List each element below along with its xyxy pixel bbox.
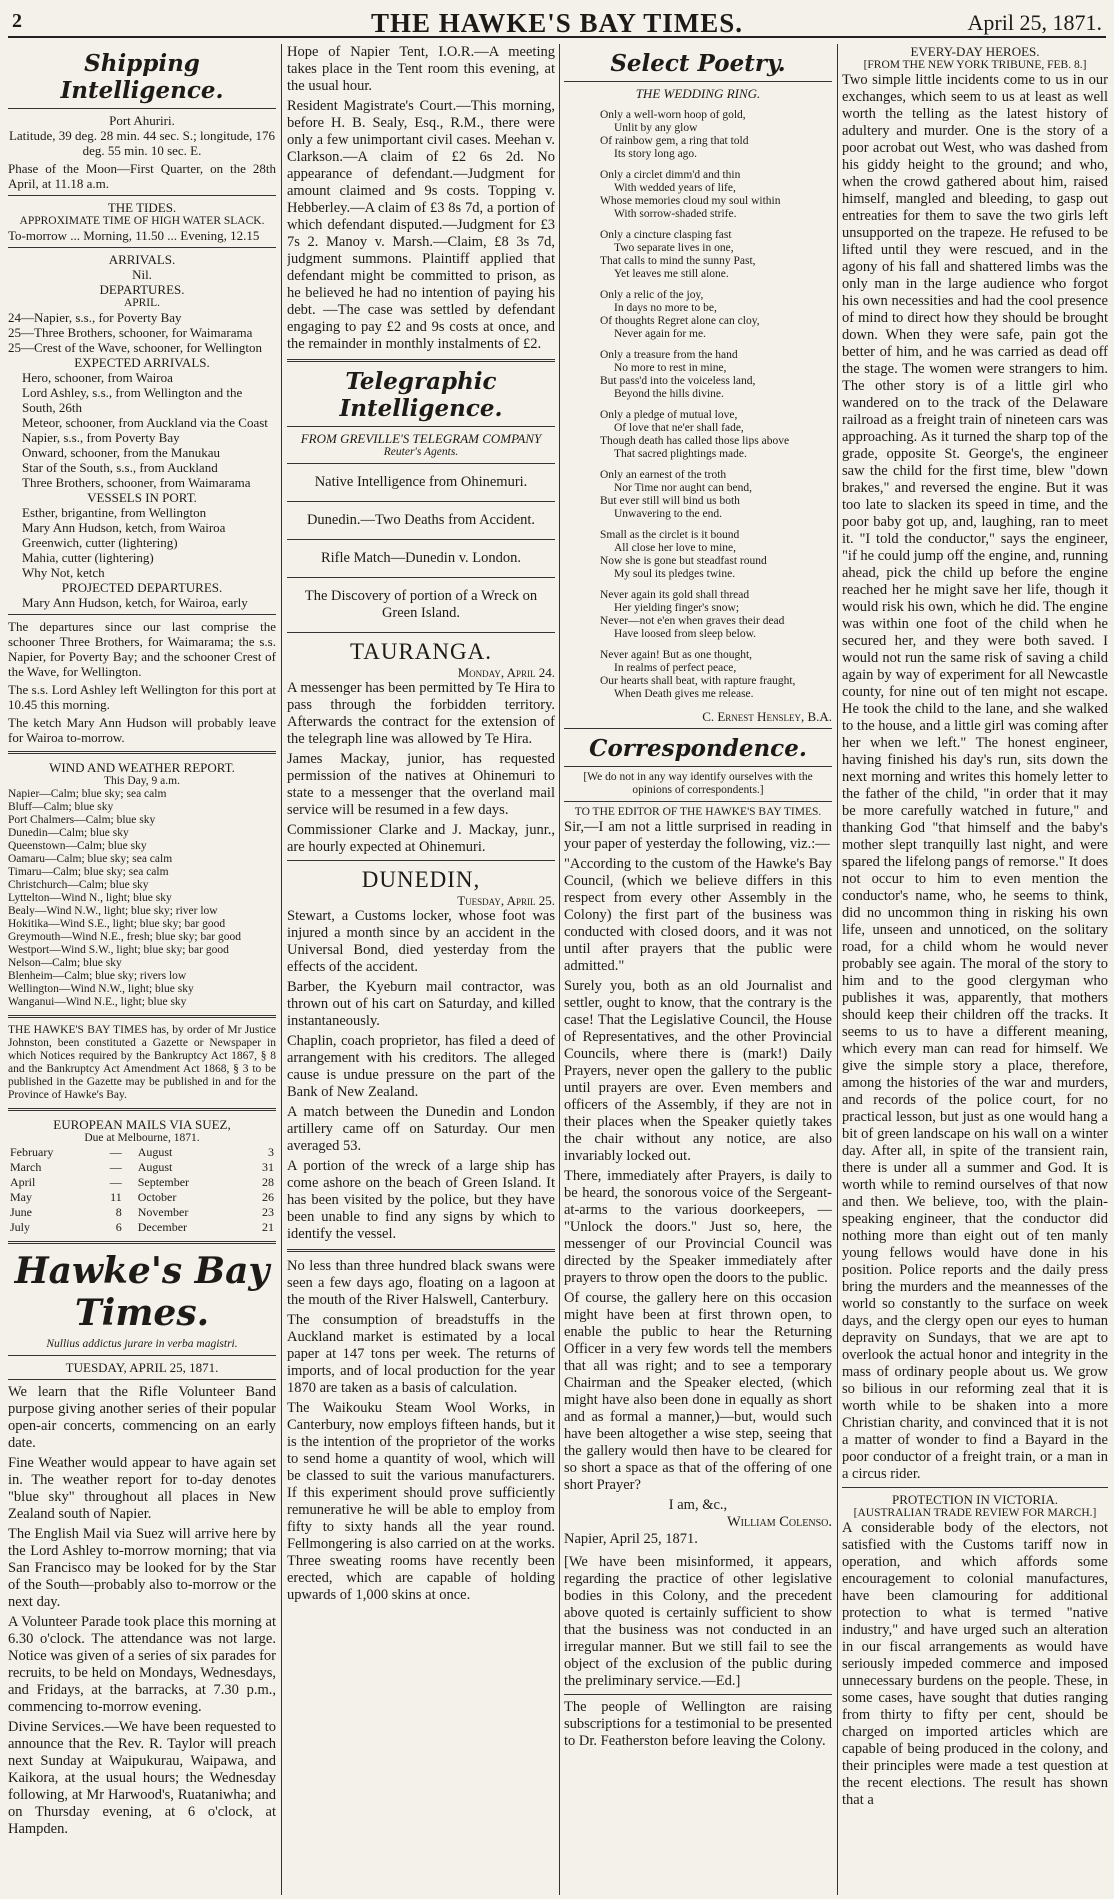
masthead — [8, 8, 1106, 38]
list-item: Nelson—Calm; blue sky — [8, 957, 122, 969]
issue-date: April 25, 1871. — [967, 10, 1102, 35]
column-rule — [281, 44, 282, 1895]
newspaper-title: THE HAWKE'S BAY TIMES. — [370, 8, 744, 38]
list-item: Bealy—Wind N.W., light; blue sky; river low — [8, 905, 218, 917]
letter-signature: William Colenso. — [726, 1514, 832, 1530]
telegraphic-agents: Reuter's Agents. — [383, 446, 459, 458]
news-paragraph: The people of Wellington are raising subscriptions for a testimonial to be presented to Dr. Featherston before leaving the Colony. — [564, 1699, 832, 1749]
news-paragraph: A match between the Dunedin and London artillery came off on Saturday. Our men averaged 53. — [287, 1104, 555, 1154]
mails-subheading: Due at Melbourne, 1871. — [84, 1132, 200, 1144]
list-item: Napier—Calm; blue sky; sea calm — [8, 788, 167, 800]
list-item: Star of the South, s.s., from Auckland — [22, 460, 218, 475]
news-paragraph: The consumption of breadstuffs in the Auckland market is estimated by a local paper at 147 tons per week. The returns of imports, and of local production for the year 1870 are taken as a basis of calculation. — [287, 1312, 555, 1396]
news-paragraph: Chaplin, coach proprietor, has filed a deed of arrangement with his creditors. The alleged cause is undue pressure on the part of the Bank of New Zealand. — [287, 1033, 555, 1100]
table-row: February — August 3 — [10, 1145, 274, 1159]
news-paragraph: Commissioner Clarke and J. Mackay, junr., are hourly expected at Ohinemuri. — [287, 822, 555, 855]
list-item: Hokitika—Wind S.E., light; blue sky; bar good — [8, 918, 226, 930]
news-paragraph: Stewart, a Customs locker, whose foot was injured a month since by an accident in the Universal Bond, died yesterday from the effects of the accident. — [287, 908, 555, 975]
moon-phase: Phase of the Moon—First Quarter, on the 28th April, at 11.18 a.m. — [8, 161, 276, 191]
arrivals-heading: ARRIVALS. — [108, 252, 176, 267]
telegraphic-item: Dunedin.—Two Deaths from Accident. — [306, 512, 536, 528]
poem-stanza: Only a cincture clasping fast Two separate lives in one, That calls to mind the sunny Past, Yet leaves me still alone. — [600, 229, 756, 280]
table-row: April — September 28 — [10, 1175, 274, 1189]
shipping-heading: Shipping Intelligence. — [60, 50, 224, 104]
news-paragraph: The English Mail via Suez will arrive here by the Lord Ashley to-morrow morning; that via San Francisco may be looked for by the Star of the South—probably also to-morrow or the next day. — [8, 1526, 276, 1610]
letter-signoff: I am, &c., — [668, 1497, 728, 1513]
list-item: Lord Ashley, s.s., from Wellington and the South, 26th — [22, 385, 243, 415]
telegraphic-item: The Discovery of portion of a Wreck on Green Island. — [304, 588, 538, 621]
projected-departure: Mary Ann Hudson, ketch, for Wairoa, early — [22, 595, 248, 610]
latitude-line: Latitude, 39 deg. 28 min. 44 sec. S.; longitude, 176 deg. 55 min. 10 sec. E. — [8, 128, 276, 158]
telegraphic-item: Rifle Match—Dunedin v. London. — [320, 550, 521, 566]
poem-stanza: Never again! But as one thought, In realms of perfect peace, Our hearts shall beat, with rapture fraught, When Death gives me release. — [600, 649, 796, 700]
list-item: Hero, schooner, from Wairoa — [22, 370, 173, 385]
letter-paragraph: Surely you, both as an old Journalist and settler, ought to know, that the contrary is the case! That the Legislative Council, the House of Representatives, and the other Provincial Councils, where there is (mark!) Daily Prayers, never open the gallery to the public until prayers are over. Even members and officers of the Assembly, if they are not in their places when the Speaker quietly takes the chair without any notice, are also invariably locked out. — [564, 978, 832, 1164]
list-item: Greymouth—Wind N.E., fresh; blue sky; bar good — [8, 931, 242, 943]
news-paragraph: Hope of Napier Tent, I.O.R.—A meeting takes place in the Tent room this evening, at the usual hour. — [287, 44, 555, 94]
list-item: Christchurch—Calm; blue sky — [8, 879, 149, 891]
poem-stanza: Only an earnest of the troth Nor Time nor aught can bend, But ever still will bind us both Unwavering to the end. — [600, 469, 752, 520]
departures-month: APRIL. — [123, 297, 161, 309]
list-item: Onward, schooner, from the Manukau — [22, 445, 221, 460]
list-item: Mary Ann Hudson, ketch, from Wairoa — [22, 520, 226, 535]
news-paragraph: The Waikouku Steam Wool Works, in Canterbury, now employs fifteen hands, but it is the intention of the proprietor of the works to send home a quantity of wool, which will be classed to suit the various manufacturers. If this experiment should prove sufficiently remunerative he will be able to employ from fifty to sixty hands all the year round. Fellmongering is also carried on at the works. Three sweating rooms have recently been erected, which are capable of holding upwards of 1,000 skins at once. — [287, 1400, 555, 1603]
shipping-note: The departures since our last comprise the schooner Three Brothers, for Waimarama; the s.s. Napier, for Poverty Bay; and the schooner Crest of the Wave, for Wellington. — [8, 619, 276, 679]
correspondence-disclaimer: [We do not in any way identify ourselves with the opinions of correspondents.] — [583, 771, 813, 796]
column-2 — [287, 44, 555, 1895]
article-paragraph: A considerable body of the electors, not satisfied with the Customs tariff now in operation, and which affords some encouragement to colonial manufactures, have been clamouring for additional protection to what is termed "native industry," and have urged such an alteration in our fiscal arrangements as would have seriously impeded commerce and imposed unnecessary burdens on the people. These, in some cases, have sought that duties ranging from thirty to fifty per cent, should be charged on imported articles which are capable of being produced in the colony, and their principles were made a test question at the recent elections. The result has shown that a — [842, 1520, 1108, 1808]
tauranga-heading: TAURANGA. — [350, 639, 492, 664]
column-1 — [8, 44, 276, 1895]
list-item: Blenheim—Calm; blue sky; rivers low — [8, 970, 187, 982]
weather-list — [8, 788, 276, 1009]
list-item: Meteor, schooner, from Auckland via the Coast — [22, 415, 268, 430]
column-3 — [564, 44, 832, 1895]
poem-stanza: Only a pledge of mutual love, Of love that ne'er shall fade, Though death has called those lips above That sacred plightings made. — [600, 409, 790, 460]
motto: Nullius addictus jurare in verba magistri. — [46, 1338, 238, 1350]
list-item: Napier, s.s., from Poverty Bay — [22, 430, 180, 445]
telegraphic-source: FROM GREVILLE'S TELEGRAM COMPANY — [300, 431, 542, 446]
court-report: Resident Magistrate's Court.—This morning, before H. B. Sealy, Esq., R.M., there were only a few unimportant civil cases. Meehan v. Clarkson.—A claim of £2 6s 2d. No appearance of defendant.—Judgment for amount claimed and 9s costs. Topping v. Hebberley.—A claim of £3 8s 7d, a portion of which defendant disputed.—Judgment for £3 7s 2. Manoy v. Marsh.—Claim, £8 3s 7d, judgment summons. Plaintiff applied that defendant might be committed to prison, as he believed he had no intention of paying his debt. —The case was settled by defendant engaging to pay £2 and 9s costs at once, and the remainder in monthly instalments of £2. — [287, 98, 555, 352]
page-number: 2 — [12, 10, 22, 32]
protection-heading: PROTECTION IN VICTORIA. — [892, 1492, 1058, 1507]
letter-paragraph: "According to the custom of the Hawke's Bay Council, (which we believe differs in this respect from every other Assembly in the Colony) the first part of the business was conducted with closed doors, and it was not until after prayers that the public were admitted." — [564, 856, 832, 974]
telegraphic-heading: Telegraphic Intelligence. — [339, 368, 503, 422]
departures-heading: DEPARTURES. — [99, 282, 185, 297]
news-paragraph: No less than three hundred black swans were seen a few days ago, floating on a lagoon at the mouth of the River Halswell, Canterbury. — [287, 1258, 555, 1308]
letter-place-date: Napier, April 25, 1871. — [564, 1531, 698, 1547]
list-item: Wellington—Wind N.W., light; blue sky — [8, 983, 194, 995]
news-paragraph: We learn that the Rifle Volunteer Band purpose giving another series of their popular open-air concerts, commencing on an early date. — [8, 1384, 276, 1451]
editor-note: [We have been misinformed, it appears, regarding the practice of other legislative bodies in this Colony, and the precedent above quoted is certainly sufficient to show that the business was not conducted in an irregular manner. But we still fail to see the object of the exclusion of the public during the preliminary service.—Ed.] — [564, 1554, 832, 1689]
news-paragraph: A portion of the wreck of a large ship has come ashore on the beach of Green Island. It has been visited by the police, but they have been unable to find any signs by which to identify the vessel. — [287, 1158, 555, 1242]
poem-stanza: Small as the circlet is it bound All close her love to mine, Now she is gone but steadfast round My soul its pledges twine. — [600, 529, 767, 580]
correspondence-heading: Correspondence. — [589, 735, 807, 762]
news-paragraph: James Mackay, junior, has requested permission of the natives at Ohinemuri to state to a messenger that the overland mail service will be resumed in a few days. — [287, 751, 555, 818]
news-paragraph: Divine Services.—We have been requested to announce that the Rev. R. Taylor will preach next Sunday at Waipukurau, Waipawa, and Kaikora, at the usual hours; the Wednesday following, at Mr Harwood's, Ruataniwha; and on Thursday evening, at 6 o'clock, at Hampden. — [8, 1719, 276, 1837]
article-paragraph: Two simple little incidents come to us in our exchanges, which seem to us at least as well worth the telling as the latest history of adultery and murder. One is the story of a poor acrobat out West, who was dashed from his giddy height to the ground; and who, when the crowd gathered about him, raised himself, mangled and bleeding, to gasp out entreaties for them to save the two girls left unsupported on the trapeze. He refused to be lifted until they were rescued, and in the agony of his fall and shattered limbs was the only man in the large audience who forgot his own necessities and had the cool presence of mind to direct how they should be brought down. When they were safe, pain got the better of him, and he was carried as dead off the stage. The women were strangers to him. The other story is of a little girl who wandered on to the track of the Delaware railroad as a freight train of nineteen cars was approaching. As it turned the sharp top of the grade, opposite St. George's, the engineer saw the child for the first time, blew "down brakes," and reversed the engine. But it was too late to slacken its speed in time, and the poor baby got up, and, laughing, ran to meet it. "I told the conductor," says the engineer, "if he could jump off the engine, and, running ahead, pick the child up before the engine reached her he might save her life, though it would risk his own, which he did. The engine was within one foot of the child when he secured her, and they were both saved. I would not run the same risk of saving a child again by way of experiment for all Newcastle county, for nine out of ten might not escape. He took the child to the lane, and she walked to the house, and a little girl was coming after her when we left." The honest engineer, having finished his day's run, sits down the next morning and writes this homely letter to the father of the child, "in order that it may be more carefully watched in future," and thanking God "that himself and the baby's mother slept tranquilly last night, and were spared the lifelong pangs of remorse." It does not occur to him to even mention the conductor's name, who, he seems to think, did no uncommon thing in risking his own life, unseen and unnoticed, on the solitary road, for a child whom he would never probably see again. The moral of the story to him and to the good clergyman who publishes it was, apparently, that mothers should keep their children off the tracks. It seems to us to have a different meaning, which every man can read for himself. We give the simple story a place, therefore, among the histories of the war and murders, and records of the police court, for no practical lesson, but just as one would hang a bit of green landscape on his wall on a winter day. After all, in spite of the transient rain, there is under all a summer and God. It is worth while to remind ourselves of that now and then. We believe, too, with the plain-speaking engineer, that the conductor did nothing more than eight out of ten manly young fellows would have done in his position. Police reports and the daily press bring the murders and the meannesses of the world so constantly to the surface on week days, and the clergy open our eyes to human depravity on Sundays, that we are apt to overlook the actual honor and integrity in the mass of ordinary people about us. We grow so bilious in our reforming zeal that it is worth while to be shaken into a more Christian charity, and convinced that it is not a matter of wonder to find a Bayard in the poor conductor of a freight train, or a man in a circus rider. — [842, 72, 1108, 1482]
departures-list — [8, 310, 276, 355]
list-item: Dunedin—Calm; blue sky — [8, 827, 129, 839]
weather-subheading: This Day, 9 a.m. — [104, 775, 180, 787]
letter-paragraph: There, immediately after Prayers, is daily to be heard, the sonorous voice of the Sergeant-at-arms to the various doorkeepers, — "Unlock the doors." Just so, here, the messenger of our Provincial Council was directed by the Speaker immediately after prayers to throw open the doors to the public. — [564, 1168, 832, 1286]
shipping-note: The ketch Mary Ann Hudson will probably leave for Wairoa to-morrow. — [8, 715, 276, 745]
poem-stanza: Only a well-worn hoop of gold, Unlit by any glow Of rainbow gem, a ring that told Its story long ago. — [600, 109, 749, 160]
arrivals-nil: Nil. — [132, 267, 152, 282]
letter-paragraph: Sir,—I am not a little surprised in reading in your paper of yesterday the following, viz.:— — [564, 819, 832, 852]
letter-paragraph: Of course, the gallery here on this occasion might have been at first thrown open, to enable the public to hear the Returning Officer in a very few words tell the members that all was right; and to see a temporary Chairman and the Speaker elected, (which might have also been done in equally as short and as formal a manner,)—but, would such have been altogether a wise step, seeing that the gallery would then have to be cleared for so short a space as that of the offering of one short Prayer? — [564, 1290, 832, 1493]
list-item: Greenwich, cutter (lightering) — [22, 535, 178, 550]
list-item: 25—Three Brothers, schooner, for Waimarama — [8, 325, 253, 340]
table-row: March — August 31 — [10, 1160, 274, 1174]
poem-stanza: Only a circlet dimm'd and thin With wedded years of life, Whose memories cloud my soul within With sorrow-shaded strife. — [600, 169, 781, 220]
tides-heading: THE TIDES. — [107, 200, 177, 215]
gazette-notice: THE HAWKE'S BAY TIMES has, by order of Mr Justice Johnston, been constituted a Gazette or Newspaper in which Notices required by the Bankruptcy Act 1867, § 8 and the Bankruptcy Act Amendment Act 1868, § 3 to be published in the Gazette may be published in and for the Province of Hawke's Bay. — [8, 1024, 276, 1101]
column-rule — [559, 44, 560, 1895]
tides-line: To-morrow ... Morning, 11.50 ... Evening, 12.15 — [8, 228, 260, 243]
list-item: Lyttelton—Wind N., light; blue sky — [8, 892, 172, 904]
list-item: Port Chalmers—Calm; blue sky — [8, 814, 156, 826]
dunedin-date: Tuesday, April 25. — [457, 893, 555, 908]
list-item: Queenstown—Calm; blue sky — [8, 840, 147, 852]
table-row: June 8 November 23 — [10, 1205, 274, 1219]
vessels-in-port-list — [8, 505, 276, 580]
tauranga-date: Monday, April 24. — [457, 665, 555, 680]
telegraphic-item: Native Intelligence from Ohinemuri. — [314, 474, 528, 490]
protection-source: [AUSTRALIAN TRADE REVIEW FOR MARCH.] — [853, 1507, 1097, 1519]
list-item: Timaru—Calm; blue sky; sea calm — [8, 866, 169, 878]
news-paragraph: A Volunteer Parade took place this morning at 6.30 o'clock. The attendance was not large. Notice was given of a series of six parades for recruits, to be held on Mondays, Wednesdays, and Fridays, at the barracks, at 7.30 p.m., commencing to-morrow evening. — [8, 1614, 276, 1715]
letter-addressee: TO THE EDITOR OF THE HAWKE'S BAY TIMES. — [574, 806, 822, 818]
list-item: 24—Napier, s.s., for Poverty Bay — [8, 310, 182, 325]
mails-heading: EUROPEAN MAILS VIA SUEZ, — [53, 1117, 231, 1132]
poem-stanza: Never again its gold shall thread Her yielding finger's snow; Never—not e'en when graves their dead Have loosed from sleep below. — [600, 589, 785, 640]
list-item: Bluff—Calm; blue sky — [8, 801, 114, 813]
poem-author: C. Ernest Hensley, B.A. — [702, 709, 832, 724]
poetry-heading: Select Poetry. — [610, 50, 786, 77]
heroes-heading: EVERY-DAY HEROES. — [910, 44, 1040, 59]
list-item: Esther, brigantine, from Wellington — [22, 505, 207, 520]
list-item: Mahia, cutter (lightering) — [22, 550, 154, 565]
table-row: July 6 December 21 — [10, 1220, 274, 1234]
shipping-note: The s.s. Lord Ashley left Wellington for this port at 10.45 this morning. — [8, 682, 276, 712]
expected-arrivals-list — [8, 370, 276, 490]
list-item: Westport—Wind S.W., light; blue sky; bar good — [8, 944, 229, 956]
news-paragraph: A messenger has been permitted by Te Hira to pass through the forbidden territory. Afterwards the contract for the extension of the telegraph line was allowed by Te Hira. — [287, 680, 555, 747]
table-row: May 11 October 26 — [10, 1190, 274, 1204]
list-item: Wanganui—Wind N.E., light; blue sky — [8, 996, 187, 1008]
column-4 — [842, 44, 1108, 1895]
dunedin-heading: DUNEDIN, — [361, 867, 481, 892]
poem-stanza: Only a treasure from the hand No more to rest in mine, But pass'd into the voiceless land, Beyond the hills divine. — [600, 349, 756, 400]
projected-departures-heading: PROJECTED DEPARTURES. — [61, 580, 223, 595]
list-item: 25—Crest of the Wave, schooner, for Wellington — [8, 340, 262, 355]
mails-table — [8, 1145, 276, 1235]
heroes-source: [FROM THE NEW YORK TRIBUNE, FEB. 8.] — [863, 59, 1087, 71]
tides-subheading: APPROXIMATE TIME OF HIGH WATER SLACK. — [19, 215, 265, 227]
news-paragraph: Fine Weather would appear to have again set in. The weather report for to-day denotes "blue sky" throughout all places in New Zealand south of Napier. — [8, 1455, 276, 1522]
paper-title: Hawke's Bay Times. — [14, 1250, 270, 1334]
news-paragraph: Barber, the Kyeburn mail contractor, was thrown out of his cart on Saturday, and killed instantaneously. — [287, 979, 555, 1029]
expected-arrivals-heading: EXPECTED ARRIVALS. — [74, 355, 210, 370]
port-name: Port Ahuriri. — [109, 113, 175, 128]
list-item: Three Brothers, schooner, from Waimarama — [22, 475, 251, 490]
list-item: Why Not, ketch — [22, 565, 105, 580]
weather-heading: WIND AND WEATHER REPORT. — [49, 760, 235, 775]
column-rule — [837, 44, 838, 1895]
vessels-in-port-heading: VESSELS IN PORT. — [87, 490, 197, 505]
list-item: Oamaru—Calm; blue sky; sea calm — [8, 853, 173, 865]
poem-stanza: Only a relic of the joy, In days no more to be, Of thoughts Regret alone can cloy, Never again for me. — [600, 289, 760, 340]
date-line: TUESDAY, APRIL 25, 1871. — [65, 1360, 219, 1375]
poem-title: THE WEDDING RING. — [635, 86, 761, 101]
